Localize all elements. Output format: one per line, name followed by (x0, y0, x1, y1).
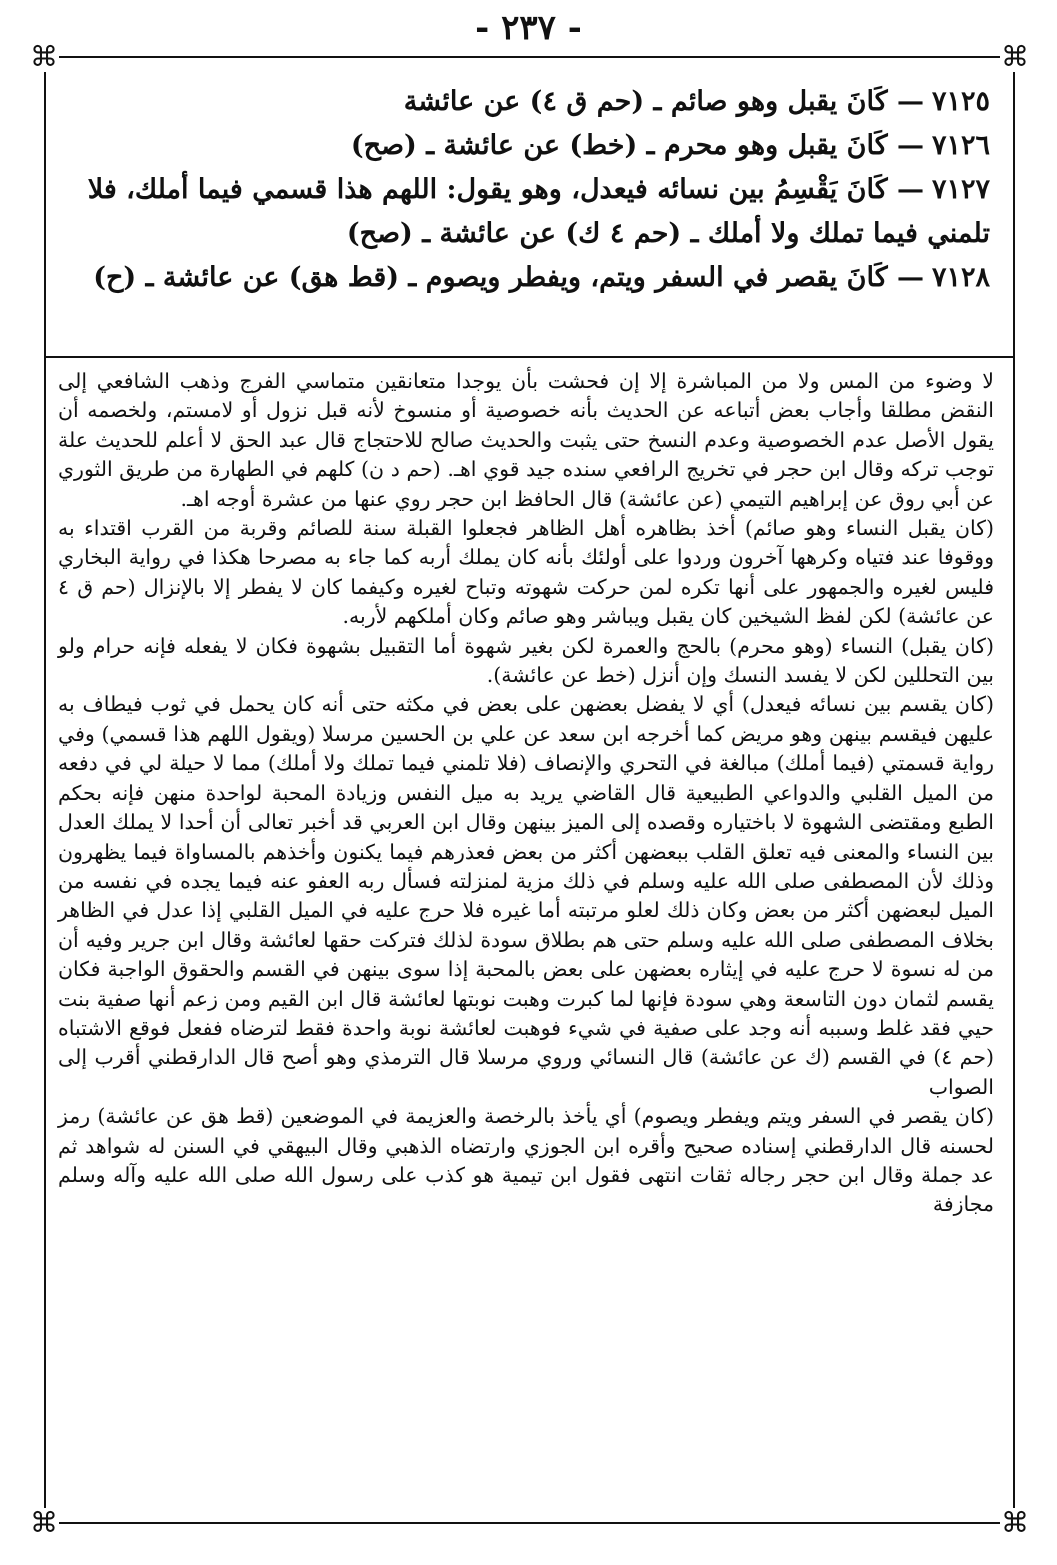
hadith-text: — كَانَ يقصر في السفر ويتم، ويفطر ويصوم ـ (قط هق) عن عائشة ـ (ح) (93, 262, 924, 293)
commentary-paragraph: (كان يقسم بين نسائه فيعدل) أي لا يفضل بعضهن على بعض في مكثه حتى أنه كان يحمل في ثوب فيطاف به عليهن فيقسم بينهن وهو مريض كما أخرجه ابن سعد عن علي بن الحسين مرسلا (ويقول اللهم هذا قسمي) وفي رواية قسمتي (فيما أملك) مبالغة في التحري والإنصاف (فلا تلمني فيما تملك ولا أملك) مما لا حيلة لي في دفعه من الميل القلبي والدواعي الطبيعية قال القاضي يريد به ميل النفس وزيادة المحبة لواحدة منهن فإنه بحكم الطبع ومقتضى الشهوة لا باختياره وقصده إلى الميز بينهن وقال ابن العربي قد أخبر تعالى أن أحدا لا يملك العدل بين النساء والمعنى فيه تعلق القلب ببعضهن أكثر من بعض فعذرهم فيما يكنون وأخذهم بالمساواة فيما يظهرون وذلك لأن المصطفى صلى الله عليه وسلم في ذلك مزية لمنزلته فسأل ربه العفو عنه فيما يجده في نفسه من الميل لبعضهن أكثر من بعض وكان ذلك لعلو مرتبته أما غيره فلا حرج عليه في الميل القلبي إذا عدل في الظاهر بخلاف المصطفى صلى الله عليه وسلم حتى هم بطلاق سودة لذلك فتركت حقها لعائشة وقال ابن جرير وفيه أن من له نسوة لا حرج عليه في إيثاره بعضهن على بعض بالمحبة إذا سوى بينهن في القسم والحقوق الواجبة فكان يقسم لثمان دون التاسعة وهي سودة فإنها لما كبرت وهبت نوبتها لعائشة قال ابن القيم ومن زعم أنها صفية بنت حيي فقد غلط وسببه أنه وجد على صفية في شيء فوهبت لعائشة نوبة واحدة فقط لترضاه ففعل فوقع الاشتباه (حم ٤) في القسم (ك عن عائشة) قال النسائي وروي مرسلا قال الترمذي وهو أصح قال الدارقطني أقرب إلى الصواب (58, 692, 994, 1099)
commentary-paragraph: (كان يقبل) النساء (وهو محرم) بالحج والعمرة لكن بغير شهوة أما التقبيل بشهوة فكان لا يفعله فإنه حرام ولو بين التحللين لكن لا يفسد النسك وإن أنزل (خط عن عائشة). (58, 633, 994, 688)
commentary-paragraph: (كان يقبل النساء وهو صائم) أخذ بظاهره أهل الظاهر فجعلوا القبلة سنة للصائم وقربة من القرب اقتداء به ووقوفا عند فتياه وكرهها آخرون وردوا على أولئك بأنه كان يملك أربه كما جاء به مصرحا هكذا في رواية البخاري فليس لغيره والجمهور على أنها تكره لمن حركت شهوته وتباح لغيره وكيفما كان لا يفطر إلا بالإنزال (حم ق ٤ عن عائشة) لكن لفظ الشيخين كان يقبل ويباشر وهو صائم وكان أملكهم لأربه. (58, 516, 994, 629)
commentary-section (58, 367, 994, 1220)
hadith-number: ٧١٢٧ (931, 174, 990, 205)
hadith-text: — كَانَ يَقْسِمُ بين نسائه فيعدل، وهو يقول: اللهم هذا قسمي فيما أملك، فلا تلمني فيما تملك ولا أملك ـ (حم ٤ ك) عن عائشة ـ (صح) (87, 174, 990, 249)
commentary-paragraph: (كان يقصر في السفر ويتم ويفطر ويصوم) أي يأخذ بالرخصة والعزيمة في الموضعين (قط هق عن عائشة) رمز لحسنه قال الدارقطني إسناده صحيح وأقره ابن الجوزي وارتضاه الذهبي وقال البيهقي في السنن له شواهد ثم عد جملة وقال ابن حجر رجاله ثقات انتهى فقول ابن تيمية هو كذب على رسول الله صلى الله عليه وآله وسلم مجازفة (58, 1104, 994, 1217)
corner-ornament-icon: ⌘ (1001, 40, 1029, 73)
hadith-number: ٧١٢٥ (931, 86, 990, 117)
hadith-list (60, 80, 990, 300)
page-number: - ٢٣٧ - (475, 8, 582, 48)
hadith-entry (60, 124, 990, 168)
hadith-entry (60, 80, 990, 124)
section-divider (46, 356, 1013, 358)
commentary-paragraph: لا وضوء من المس ولا من المباشرة إلا إن فحشت بأن يوجدا متعانقين متماسي الفرج وذهب الشافعي إلى النقض مطلقا وأجاب بعض أتباعه عن الحديث بأنه خصوصية أو منسوخ لأنه قبل نزول أو لامستم، ولخصمه أن يقول الأصل عدم الخصوصية وعدم النسخ حتى يثبت والحديث صالح للاحتجاج قال عبد الحق لا أعلم للحديث علة توجب تركه وقال ابن حجر في تخريج الرافعي سنده جيد قوي اهـ. (حم د ن) كلهم في الطهارة من طريق الثوري عن أبي روق عن إبراهيم التيمي (عن عائشة) قال الحافظ ابن حجر روي عنها من عشرة أوجه اهـ. (58, 369, 994, 511)
hadith-text: — كَانَ يقبل وهو صائم ـ (حم ق ٤) عن عائشة (403, 86, 924, 117)
hadith-text: — كَانَ يقبل وهو محرم ـ (خط) عن عائشة ـ (صح) (350, 130, 924, 161)
hadith-number: ٧١٢٦ (931, 130, 990, 161)
hadith-entry (60, 168, 990, 256)
corner-ornament-icon: ⌘ (30, 1506, 58, 1539)
hadith-entry (60, 256, 990, 300)
corner-ornament-icon: ⌘ (1001, 1506, 1029, 1539)
corner-ornament-icon: ⌘ (30, 40, 58, 73)
hadith-number: ٧١٢٨ (931, 262, 990, 293)
